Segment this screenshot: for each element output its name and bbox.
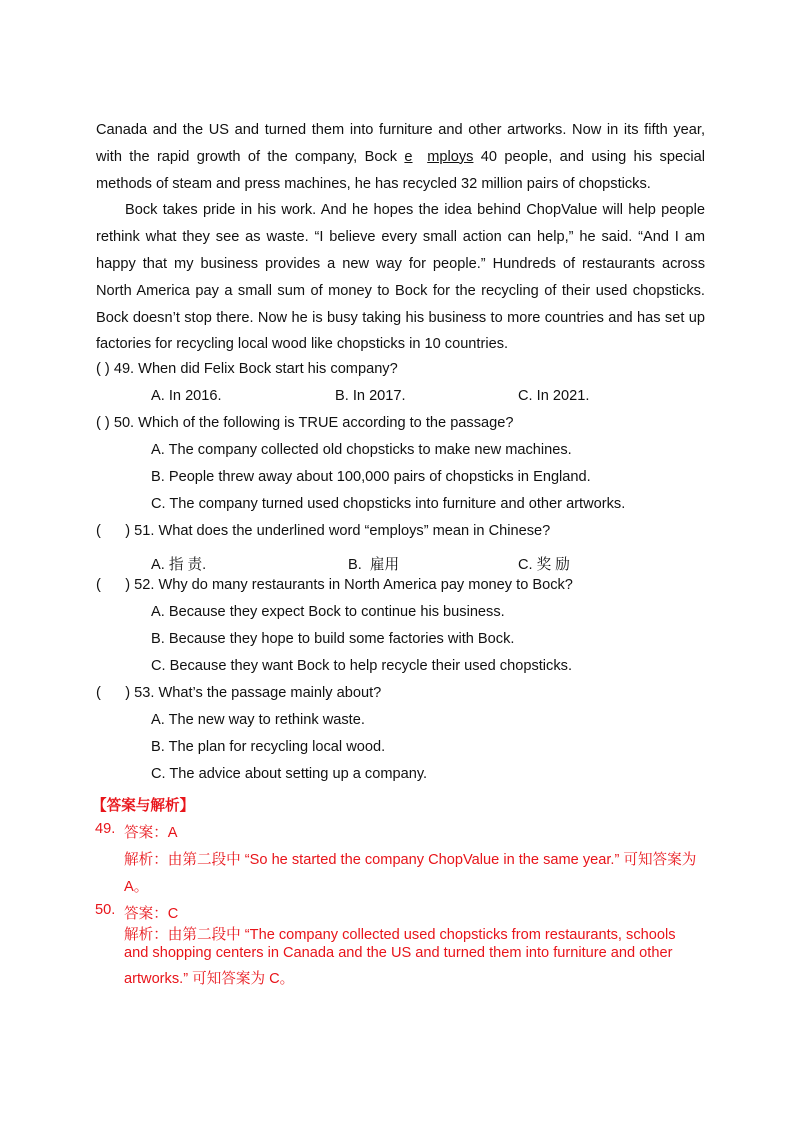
answer-50-key: 答案：C [124, 906, 179, 922]
underlined-word-part-2: mploys [427, 148, 474, 165]
question-50-option-b: B. People threw away about 100,000 pairs of chopsticks in England. [151, 469, 591, 485]
question-49-stem: ( ) 49. When did Felix Bock start his company? [96, 361, 398, 377]
answer-50-analysis-line-1: 解析：由第二段中 “The company collected used chopsticks from restaurants, schools [124, 927, 676, 943]
passage-paragraph-2: Bock takes pride in his work. And he hopes the idea behind ChopValue will help people rethink what they see as waste. “I believe every small action can help,” he said. “And I am happy that my business provides a new way for people.” Hundreds of restaurants across North America pay a small sum of money to Bock for the recycling of their used chopsticks. Bock doesn’t stop there. Now he is busy taking his business to more countries and has set up factories for recycling local wood like chopsticks in 10 countries. [96, 202, 705, 353]
answer-50-number: 50. [95, 902, 116, 918]
question-53-option-a: A. The new way to rethink waste. [151, 712, 365, 728]
question-51-option-b: B. 雇用 [348, 557, 400, 573]
question-49-option-b: B. In 2017. [335, 388, 406, 404]
question-49-option-a: A. In 2016. [151, 388, 222, 404]
answer-50-analysis-line-2: and shopping centers in Canada and the US and turned them into furniture and other [124, 945, 673, 961]
answer-49-key: 答案：A [124, 825, 178, 841]
question-52-option-c: C. Because they want Bock to help recycle their used chopsticks. [151, 658, 572, 674]
question-50-stem: ( ) 50. Which of the following is TRUE according to the passage? [96, 415, 514, 431]
question-50-option-c: C. The company turned used chopsticks into furniture and other artworks. [151, 496, 626, 512]
question-53-option-b: B. The plan for recycling local wood. [151, 739, 386, 755]
question-52-stem: ( ) 52. Why do many restaurants in North America pay money to Bock? [96, 577, 573, 593]
question-52-option-a: A. Because they expect Bock to continue his business. [151, 604, 505, 620]
answers-heading: 【答案与解析】 [92, 798, 195, 814]
question-50-option-a: A. The company collected old chopsticks to make new machines. [151, 442, 572, 458]
question-52-option-b: B. Because they hope to build some factories with Bock. [151, 631, 515, 647]
question-51-option-a: A. 指 责. [151, 557, 207, 573]
underlined-word-part-1: e [404, 148, 413, 165]
answer-49-analysis-line-2: A。 [124, 879, 149, 895]
question-51-option-c: C. 奖 励 [518, 557, 570, 573]
reading-passage [96, 117, 705, 358]
question-53-option-c: C. The advice about setting up a company. [151, 766, 428, 782]
answer-49-number: 49. [95, 821, 116, 837]
passage-paragraph-1: Canada and the US and turned them into furniture and other artworks. Now in its fifth year, with the rapid growth of the company, Bock e mploys 40 people, and using his special methods of steam and press machines, he has recycled 32 million pairs of chopsticks. [96, 122, 705, 192]
question-51-stem: ( ) 51. What does the underlined word “employs” mean in Chinese? [96, 523, 551, 539]
answer-49-analysis-line-1: 解析：由第二段中 “So he started the company ChopValue in the same year.” 可知答案为 [124, 852, 697, 868]
question-49-option-c: C. In 2021. [518, 388, 590, 404]
answer-50-analysis-line-3: artworks.” 可知答案为 C。 [124, 971, 295, 987]
question-53-stem: ( ) 53. What’s the passage mainly about? [96, 685, 382, 701]
